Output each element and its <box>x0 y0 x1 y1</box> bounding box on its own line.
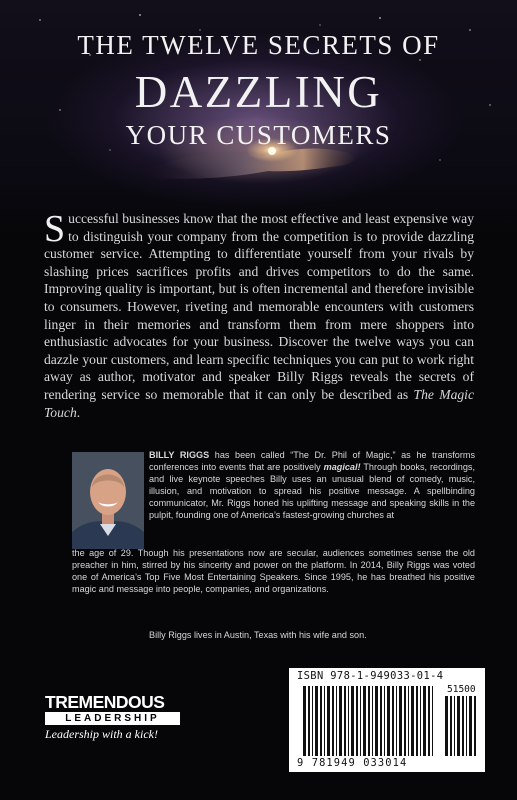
barcode-bar <box>399 686 402 756</box>
barcode-bar <box>327 686 330 756</box>
barcode-bar <box>336 686 337 756</box>
author-bio-continued: the age of 29. Though his presentations now are secular, audiences sometimes sense the old preacher in him, stirred by his sincerity and power on the platform. In 2014, Billy Riggs was voted one of America’s Top Five Most Entertaining Speakers. Since 1995, he has breathed his positive magic and message into people, companies, and organizations. <box>72 548 475 595</box>
barcode-bar <box>320 686 322 756</box>
publisher-logo <box>45 692 185 742</box>
isbn-number: ISBN 978-1-949033-01-4 <box>297 670 444 682</box>
barcode-bar <box>375 686 378 756</box>
title-line-2: DAZZLING <box>134 67 383 117</box>
barcode-bar <box>324 686 325 756</box>
barcode-bar <box>348 686 349 756</box>
barcode-bar <box>308 686 310 756</box>
author-bio-part-1: has been called “The Dr. Phil of Magic,” as he transforms conferences into events that are positively <box>149 450 475 473</box>
barcode-bar <box>450 696 452 756</box>
ean-number: 9 781949 033014 <box>297 757 408 769</box>
blurb-dropcap: S <box>44 208 66 250</box>
barcode-bar <box>344 686 346 756</box>
blurb-text: uccessful businesses know that the most effective and least expensive way to distinguish your company from the competition is to provide dazzling customer service. Attempting to differentiate yourself from your rivals by slashing prices sacrifices profits and drives competitors to do the same. Improving quality is important, but is often incremental and therefore invisible to consumers. However, riveting and memorable encounters with customers linger in their memories and transform them from mere shoppers into enthusiastic advocates for your business. Discover the twelve ways you can dazzle your customers, and learn specific techniques you can put to work right away as author, motivator and speaker Billy Riggs reveals the secrets of rendering service so memorable that it can only be described as <box>44 211 474 402</box>
barcode-bar <box>356 686 358 756</box>
barcode-bar <box>351 686 354 756</box>
barcode-bar <box>404 686 406 756</box>
barcode-bar <box>392 686 394 756</box>
barcode-bar <box>432 686 433 756</box>
barcode-bar <box>360 686 361 756</box>
publisher-logo-top: TREMENDOUS <box>45 692 165 712</box>
title-line-3: YOUR CUSTOMERS <box>125 120 392 150</box>
blurb-end: . <box>76 404 81 420</box>
hero-image <box>0 0 517 205</box>
barcode-bar <box>474 696 476 756</box>
author-bio-part-2: Through books, recordings, and live keynote speeches Billy uses an unusual blend of comedy, music, illusion, and motivation to spread his positive message. A spellbinding communicator, Mr. Riggs honed his uplifting message and speaking skills in the pulpit, founding one of America’s fastest-growing churches at <box>149 462 475 521</box>
barcode-bar <box>445 696 448 756</box>
author-bio <box>149 449 475 521</box>
barcode-bar <box>428 686 430 756</box>
barcode-bar <box>380 686 382 756</box>
barcode-bar <box>384 686 385 756</box>
isbn-barcode <box>289 668 485 772</box>
author-residence: Billy Riggs lives in Austin, Texas with his wife and son. <box>149 630 367 640</box>
barcode-bar <box>368 686 370 756</box>
barcode-bar <box>408 686 409 756</box>
barcode-bar <box>420 686 421 756</box>
barcode-bar <box>423 686 426 756</box>
barcode-bar <box>457 696 460 756</box>
publisher-logo-middle: LEADERSHIP <box>65 713 160 724</box>
barcode-bar <box>454 696 455 756</box>
barcode-bar <box>396 686 397 756</box>
author-portrait-illustration <box>72 452 144 549</box>
book-blurb <box>44 210 474 421</box>
title-line-1: THE TWELVE SECRETS OF <box>77 30 440 60</box>
author-name: BILLY RIGGS <box>149 450 210 460</box>
barcode-bar <box>339 686 342 756</box>
author-bio-magical: magical! <box>323 462 361 473</box>
publisher-tagline: Leadership with a kick! <box>45 727 158 741</box>
barcode-bar <box>466 696 467 756</box>
blurb-book-title: The Magic Touch <box>44 386 474 420</box>
barcode-bar <box>387 686 390 756</box>
barcode-bar <box>462 696 464 756</box>
barcode-bar <box>303 686 306 756</box>
barcode-bar <box>469 696 472 756</box>
barcode-bar <box>312 686 313 756</box>
barcode-bar <box>315 686 318 756</box>
barcode-bar <box>332 686 334 756</box>
barcode-bar <box>372 686 373 756</box>
barcode-bar <box>363 686 366 756</box>
price-code: 51500 <box>447 684 476 695</box>
barcode-bar <box>416 686 418 756</box>
barcode-bar <box>411 686 414 756</box>
author-photo <box>72 452 144 549</box>
